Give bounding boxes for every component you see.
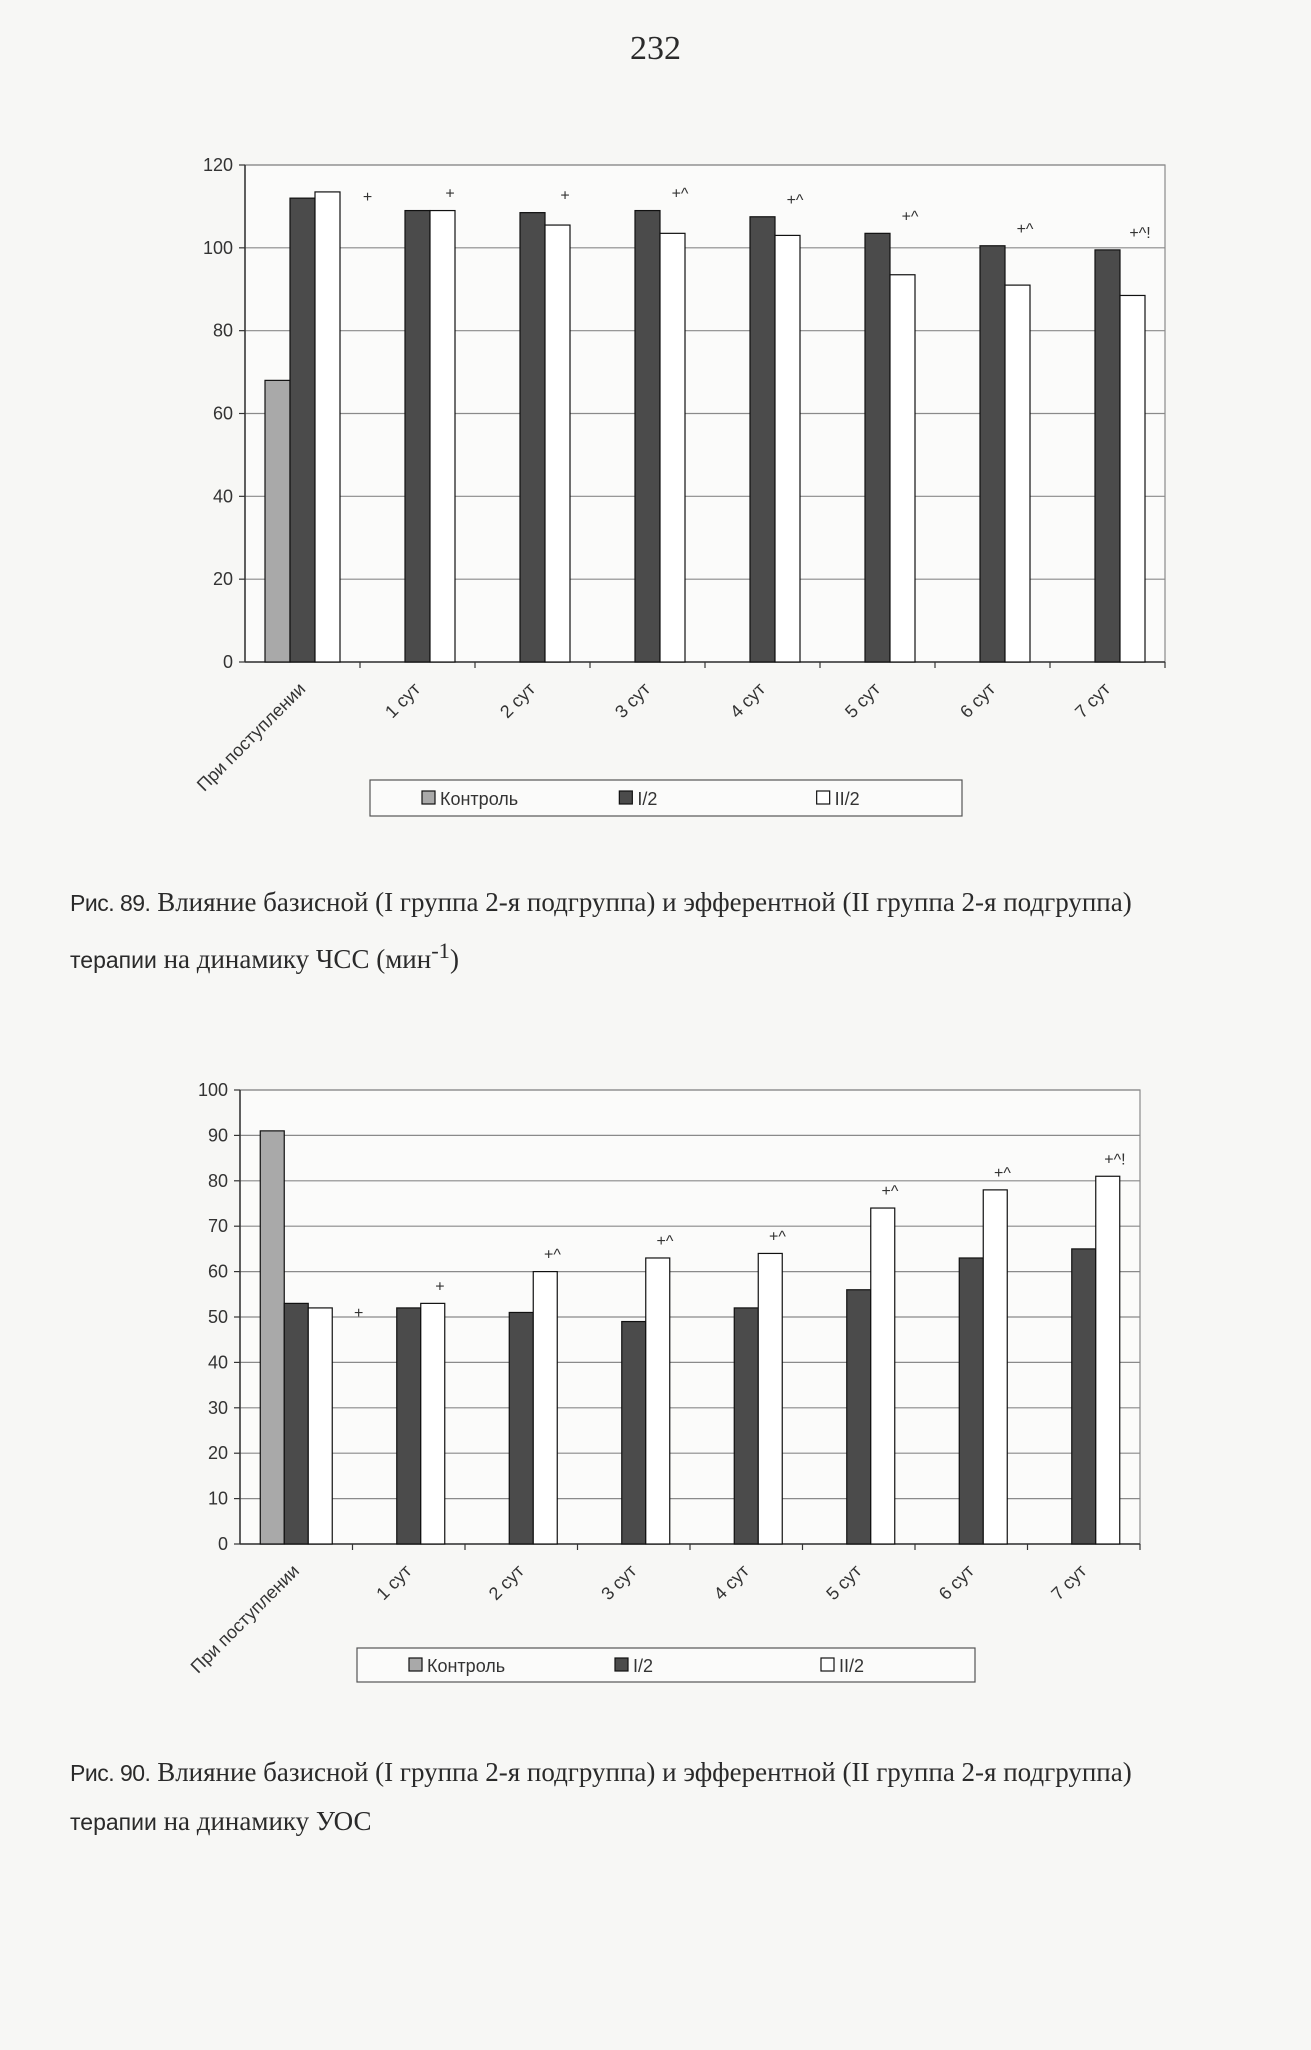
bar bbox=[545, 225, 570, 662]
y-tick-label: 20 bbox=[207, 1443, 228, 1464]
significance-marker: +^ bbox=[656, 1232, 674, 1250]
figure-89-caption bbox=[70, 878, 1250, 984]
bar bbox=[980, 246, 1005, 662]
significance-marker: +^! bbox=[1104, 1151, 1126, 1169]
y-tick-label: 100 bbox=[197, 1080, 228, 1100]
y-tick-label: 30 bbox=[207, 1397, 228, 1418]
bar bbox=[509, 1312, 533, 1544]
bar bbox=[290, 198, 315, 662]
bar bbox=[1005, 285, 1030, 662]
figure-89-caption-word: терапии bbox=[70, 947, 157, 973]
figure-89-caption-line1: Влияние базисной (I группа 2-я подгруппа) и эфферентной (II группа 2-я подгруппа) bbox=[157, 887, 1132, 917]
significance-marker: + bbox=[362, 188, 373, 206]
legend-swatch bbox=[615, 1658, 628, 1671]
significance-marker: + bbox=[445, 185, 455, 203]
x-tick-label: 2 сут bbox=[496, 678, 540, 723]
x-tick-label: 7 сут bbox=[1047, 1560, 1091, 1605]
bar bbox=[1096, 1176, 1120, 1544]
figure-90-label: Рис. 90. bbox=[70, 1760, 151, 1786]
y-tick-label: 90 bbox=[207, 1125, 228, 1146]
legend-label: Контроль bbox=[427, 1656, 506, 1676]
y-tick-label: 70 bbox=[207, 1216, 228, 1237]
significance-marker: +^! bbox=[1129, 224, 1151, 242]
heart-rate-chart bbox=[0, 140, 1311, 840]
bar bbox=[890, 275, 915, 662]
legend-swatch bbox=[619, 791, 632, 804]
figure-89-caption-end: ) bbox=[449, 944, 459, 974]
bar bbox=[260, 1131, 284, 1544]
y-tick-label: 60 bbox=[212, 403, 233, 424]
legend-label: I/2 bbox=[637, 789, 658, 809]
stroke-volume-chart bbox=[0, 1070, 1311, 1710]
figure-89-caption-line2: на динамику ЧСС (мин bbox=[163, 944, 432, 974]
bar bbox=[1120, 295, 1145, 662]
x-tick-label: 6 сут bbox=[934, 1560, 979, 1605]
bar bbox=[959, 1258, 983, 1544]
x-tick-label: 4 сут bbox=[709, 1560, 754, 1605]
y-tick-label: 120 bbox=[202, 155, 233, 175]
bar bbox=[397, 1308, 421, 1544]
y-tick-label: 0 bbox=[222, 652, 233, 672]
bar bbox=[284, 1303, 308, 1544]
legend-swatch bbox=[409, 1658, 422, 1671]
legend-swatch bbox=[817, 791, 830, 804]
legend-swatch bbox=[821, 1658, 834, 1671]
bar bbox=[430, 211, 455, 662]
figure-90-caption-line1: Влияние базисной (I группа 2-я подгруппа) и эфферентной (II группа 2-я подгруппа) bbox=[157, 1757, 1132, 1787]
bar bbox=[421, 1303, 445, 1544]
figure-90-caption bbox=[70, 1748, 1250, 1846]
bar bbox=[660, 233, 685, 662]
x-tick-label: 4 сут bbox=[726, 678, 770, 723]
significance-marker: + bbox=[560, 187, 570, 205]
bar bbox=[758, 1253, 782, 1544]
x-tick-label: При поступлении bbox=[192, 678, 310, 796]
bar bbox=[646, 1258, 670, 1544]
significance-marker: +^ bbox=[786, 191, 804, 209]
y-tick-label: 10 bbox=[207, 1488, 228, 1509]
figure-90-caption-line2: на динамику УОС bbox=[163, 1806, 372, 1836]
bar bbox=[265, 380, 290, 662]
bar bbox=[635, 211, 660, 662]
legend-label: II/2 bbox=[839, 1656, 865, 1676]
page-number: 232 bbox=[630, 30, 681, 67]
x-tick-label: 7 сут bbox=[1071, 678, 1115, 723]
bar bbox=[865, 233, 890, 662]
x-tick-label: При поступлении bbox=[186, 1560, 304, 1678]
legend-swatch bbox=[422, 791, 435, 804]
bar bbox=[1095, 250, 1120, 662]
x-tick-label: 5 сут bbox=[841, 678, 885, 723]
figure-89-label: Рис. 89. bbox=[70, 890, 151, 916]
legend-label: Контроль bbox=[440, 789, 519, 809]
legend-label: I/2 bbox=[633, 1656, 654, 1676]
figure-90-caption-word: терапии bbox=[70, 1809, 157, 1835]
significance-marker: +^ bbox=[769, 1228, 786, 1246]
significance-marker: +^ bbox=[544, 1246, 561, 1264]
significance-marker: +^ bbox=[994, 1164, 1011, 1182]
legend-label: II/2 bbox=[834, 789, 860, 809]
x-tick-label: 1 сут bbox=[381, 678, 425, 723]
y-tick-label: 100 bbox=[202, 237, 233, 258]
bar bbox=[983, 1190, 1007, 1544]
significance-marker: + bbox=[435, 1278, 445, 1296]
y-tick-label: 0 bbox=[217, 1534, 228, 1554]
bar bbox=[775, 235, 800, 662]
bar bbox=[847, 1290, 871, 1544]
bar bbox=[750, 217, 775, 662]
bar bbox=[520, 213, 545, 662]
y-tick-label: 80 bbox=[207, 1170, 228, 1191]
y-tick-label: 20 bbox=[212, 569, 233, 590]
y-tick-label: 80 bbox=[212, 320, 233, 341]
bar bbox=[871, 1208, 895, 1544]
significance-marker: + bbox=[353, 1304, 364, 1322]
bar bbox=[308, 1308, 332, 1544]
bar bbox=[622, 1322, 646, 1544]
x-tick-label: 5 сут bbox=[822, 1560, 866, 1605]
significance-marker: +^ bbox=[881, 1183, 899, 1201]
y-tick-label: 60 bbox=[207, 1261, 228, 1282]
figure-89-caption-sup: -1 bbox=[431, 938, 450, 963]
x-tick-label: 6 сут bbox=[956, 678, 1000, 723]
x-tick-label: 2 сут bbox=[484, 1560, 529, 1605]
bar bbox=[315, 192, 340, 662]
x-tick-label: 3 сут bbox=[611, 678, 655, 723]
x-tick-label: 3 сут bbox=[597, 1560, 641, 1605]
y-tick-label: 40 bbox=[207, 1352, 228, 1373]
y-tick-label: 40 bbox=[212, 486, 233, 507]
bar bbox=[533, 1272, 557, 1544]
bar bbox=[405, 211, 430, 662]
y-tick-label: 50 bbox=[207, 1307, 228, 1327]
significance-marker: +^ bbox=[671, 185, 689, 203]
bar bbox=[1072, 1249, 1096, 1544]
x-tick-label: 1 сут bbox=[372, 1560, 416, 1605]
significance-marker: +^ bbox=[1016, 220, 1034, 238]
significance-marker: +^ bbox=[901, 208, 919, 226]
bar bbox=[734, 1308, 758, 1544]
